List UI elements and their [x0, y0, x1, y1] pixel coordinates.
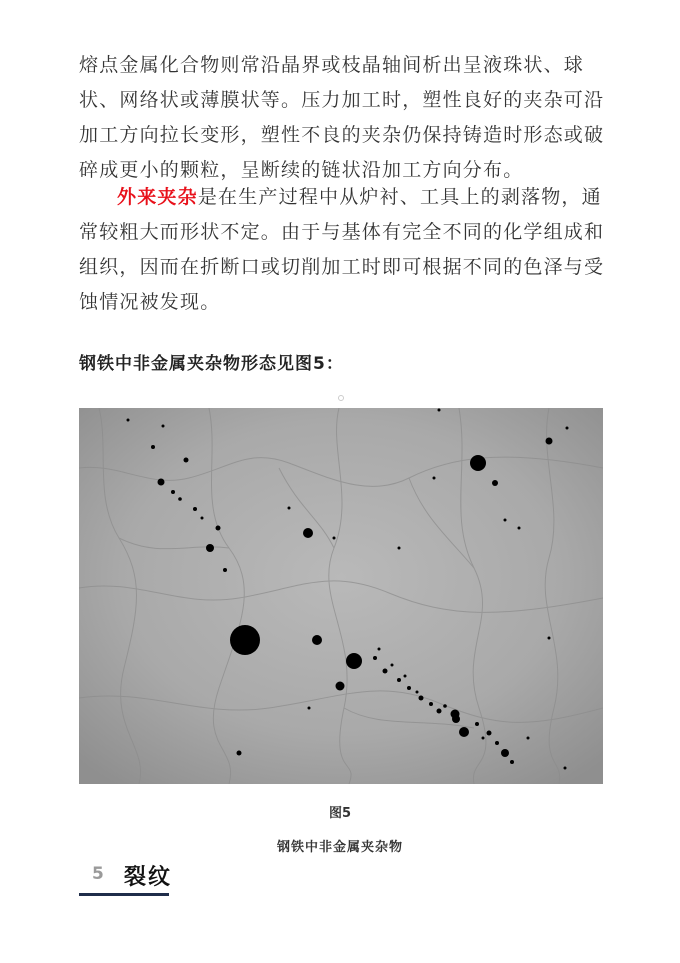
highlighted-term: 外来夹杂	[117, 186, 198, 208]
micrograph-image	[79, 408, 603, 784]
section-title: 裂纹	[124, 865, 173, 890]
section-number: 5	[92, 864, 104, 884]
small-mark	[338, 395, 344, 401]
text-line: 蚀情况被发现。	[79, 291, 221, 313]
paragraph-external-inclusions	[79, 180, 609, 320]
text-line: 加工方向拉长变形，塑性不良的夹杂仍保持铸造时形态或破	[79, 124, 605, 146]
text-line: 组织，因而在折断口或切削加工时即可根据不同的色泽与受	[79, 256, 605, 278]
text-run: 是在生产过程中从炉衬、工具上的剥落物，通	[197, 186, 602, 208]
figure-heading: 钢铁中非金属夹杂物形态见图5：	[79, 354, 344, 374]
figure-caption: 钢铁中非金属夹杂物	[276, 840, 403, 855]
text-line: 常较粗大而形状不定。由于与基体有完全不同的化学组成和	[79, 221, 605, 243]
text-line	[79, 180, 609, 215]
text-line: 状、网络状或薄膜状等。压力加工时，塑性良好的夹杂可沿	[79, 89, 605, 111]
text-line: 熔点金属化合物则常沿晶界或枝晶轴间析出呈液珠状、球	[79, 54, 585, 76]
section-underline	[79, 893, 169, 896]
paragraph-inclusion-forms	[79, 48, 609, 188]
text-line: 碎成更小的颗粒，呈断续的链状沿加工方向分布。	[79, 159, 524, 181]
figure-number: 图5	[328, 806, 352, 821]
